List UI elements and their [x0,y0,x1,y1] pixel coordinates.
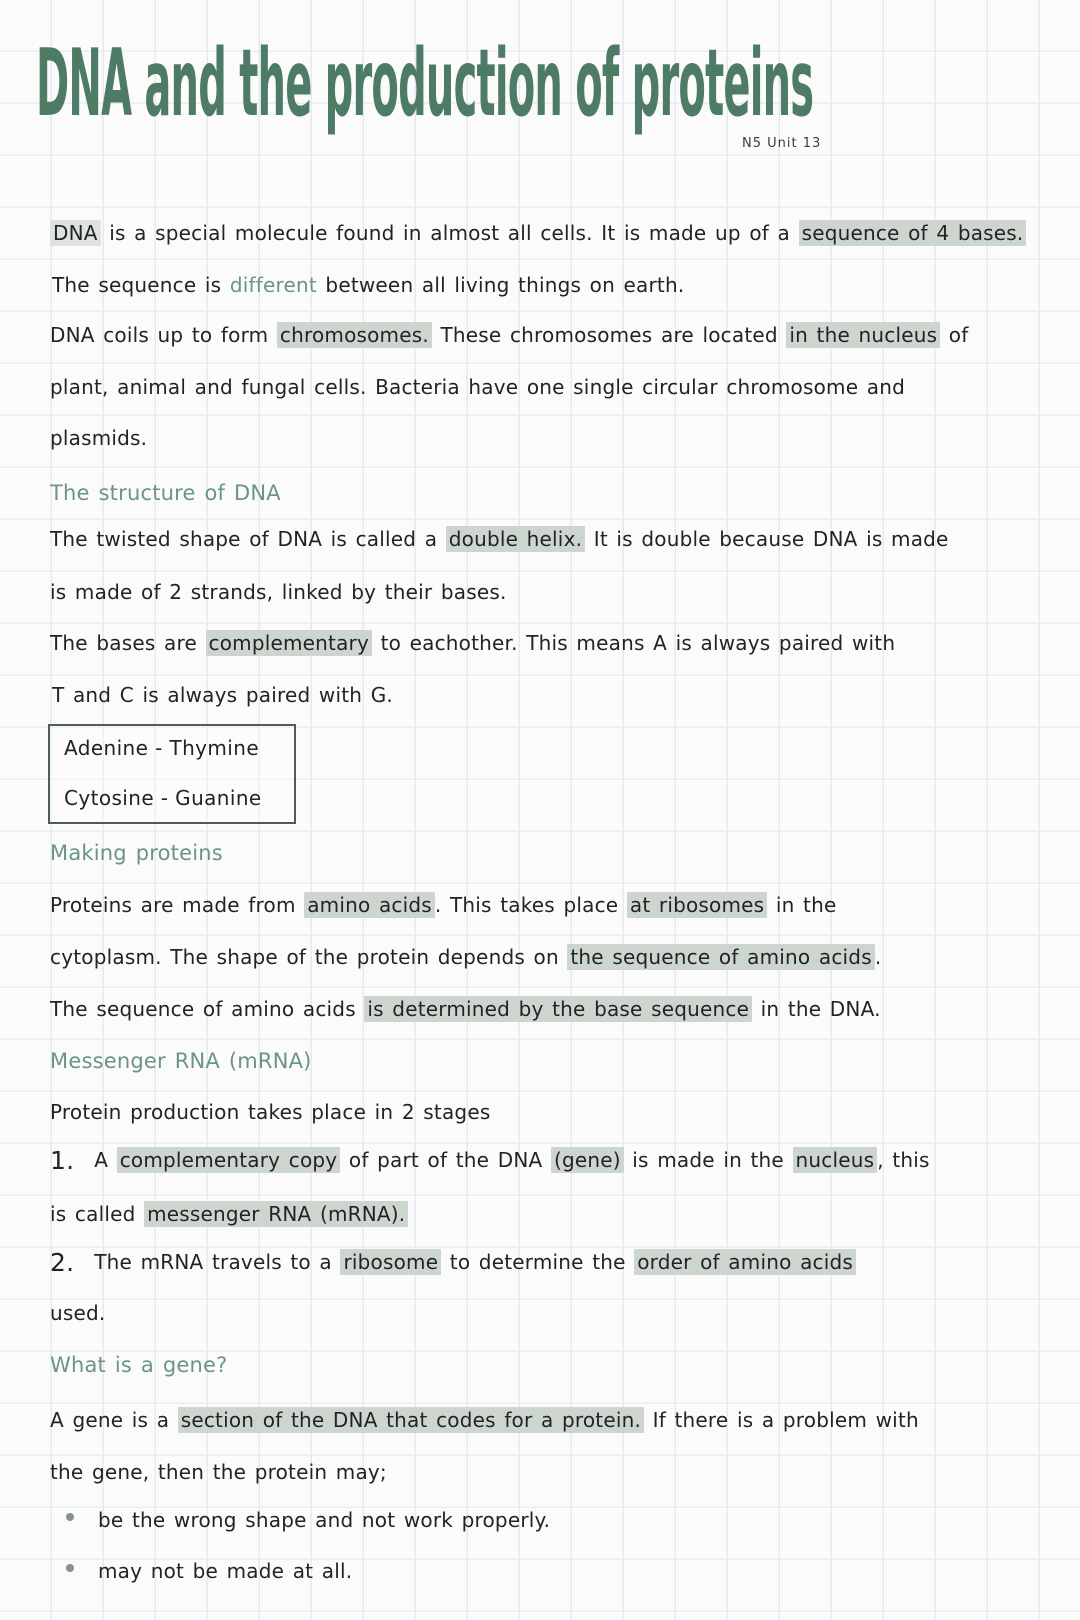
body-text: is called [50,1202,145,1226]
body-text: The bases are [50,631,206,655]
bullet-icon [66,1564,74,1572]
numbered-item-1-line-1 [50,1145,930,1176]
green-text: Messenger RNA (mRNA) [50,1049,312,1073]
green-text: The structure of DNA [50,481,281,505]
body-text: cytoplasm. The shape of the protein depends on [50,945,568,969]
body-text: is made of 2 strands, linked by their bases. [50,580,507,604]
highlighted-text: complementary [206,630,373,656]
body-text: The mRNA travels to a [94,1250,341,1274]
paragraph-proteins-line-1 [50,890,836,920]
highlighted-text: (gene) [551,1147,624,1173]
green-text: Making proteins [50,841,223,865]
bullet-icon [66,1513,74,1521]
body-text: used. [50,1301,106,1325]
base-pairing-box [48,724,296,824]
highlighted-text: complementary copy [117,1147,341,1173]
numbered-item-2-line-2 [50,1298,105,1328]
body-text: in the [767,893,837,917]
paragraph-chromosomes-line-3 [50,423,147,453]
body-text: may not be made at all. [98,1559,353,1583]
section-heading-making-proteins [50,838,223,868]
highlighted-text: order of amino acids [634,1249,856,1275]
highlighted-text: in the nucleus [786,322,940,348]
highlighted-text: amino acids [304,892,435,918]
highlighted-text: is determined by the base sequence [364,996,752,1022]
body-text: If there is a problem with [644,1408,919,1432]
base-pair-cytosine-guanine: Cytosine - Guanine [64,786,262,810]
body-text: A gene is a [50,1408,178,1432]
highlighted-text: messenger RNA (mRNA). [144,1201,408,1227]
body-text: The sequence is [52,273,230,297]
body-text: in the DNA. [752,997,881,1021]
body-text: These chromosomes are located [431,323,787,347]
paragraph-dna-intro-line-1 [50,218,1026,248]
body-text: T and C is always paired with G. [52,683,393,707]
body-text: to eachother. This means A is always paired with [372,631,896,655]
body-text: , this [877,1148,930,1172]
section-heading-structure-of-dna [50,478,281,508]
bullet-item-not-made [66,1556,352,1586]
paragraph-gene-line-2 [50,1457,387,1487]
paragraph-gene-line-1 [50,1405,919,1435]
body-text: Proteins are made from [50,893,305,917]
body-text: It is double because DNA is made [585,527,949,551]
body-text: is made in the [623,1148,793,1172]
paragraph-proteins-line-3 [50,994,881,1024]
body-text: A [94,1148,117,1172]
base-pair-adenine-thymine: Adenine - Thymine [64,736,260,760]
body-text: plant, animal and fungal cells. Bacteria have one single circular chromosome and [50,375,905,399]
list-number: 2. [50,1248,75,1277]
paragraph-chromosomes-line-2 [50,372,905,402]
body-text: The sequence of amino acids [50,997,365,1021]
paragraph-bases-line-1 [50,628,895,658]
paragraph-proteins-line-2 [50,942,881,972]
page-title: DNA and the production of proteins [36,30,814,138]
paragraph-chromosomes-line-1 [50,320,968,350]
section-heading-what-is-a-gene [50,1350,227,1380]
paragraph-structure-line-2 [50,577,507,607]
body-text: of part of the DNA [340,1148,551,1172]
body-text: to determine the [441,1250,635,1274]
highlighted-text: at ribosomes [627,892,767,918]
highlighted-text: chromosomes. [277,322,432,348]
highlighted-text: double helix. [446,526,585,552]
page-subtitle: N5 Unit 13 [742,136,822,151]
body-text: Protein production takes place in 2 stages [50,1100,491,1124]
numbered-item-1-line-2 [50,1199,408,1229]
body-text: The twisted shape of DNA is called a [50,527,446,551]
body-text: be the wrong shape and not work properly. [98,1508,551,1532]
green-text: What is a gene? [50,1353,228,1377]
highlighted-text: section of the DNA that codes for a protein. [178,1407,644,1433]
highlighted-text: the sequence of amino acids [567,944,874,970]
body-text: the gene, then the protein may; [50,1460,387,1484]
highlighted-text: ribosome [340,1249,441,1275]
body-text: . [874,945,882,969]
body-text: between all living things on earth. [316,273,685,297]
paragraph-mrna-intro [50,1097,490,1127]
paragraph-dna-intro-line-2 [52,270,684,300]
body-text: plasmids. [50,426,148,450]
bullet-item-wrong-shape [66,1505,550,1535]
body-text: of [940,323,969,347]
green-text: different [229,273,317,297]
paragraph-bases-line-2 [52,680,393,710]
highlighted-text: sequence of 4 bases. [799,220,1027,246]
body-text: is a special molecule found in almost all cells. It is made up of a [100,221,799,245]
list-number: 1. [50,1146,75,1175]
body-text: . This takes place [434,893,627,917]
paragraph-structure-line-1 [50,524,949,554]
highlighted-text: nucleus [793,1147,878,1173]
numbered-item-2-line-1 [50,1247,856,1278]
highlighted-text: DNA [50,220,101,246]
body-text: DNA coils up to form [50,323,277,347]
section-heading-messenger-rna [50,1046,312,1076]
